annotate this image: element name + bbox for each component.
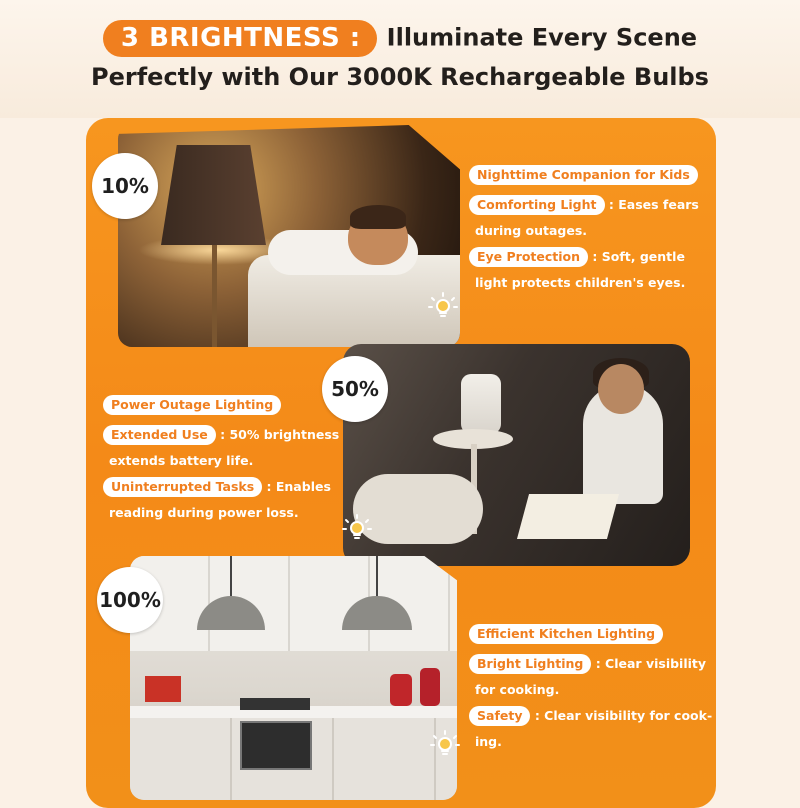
feature-tag: Eye Protection <box>469 247 588 267</box>
brightness-level-50: 50% <box>322 356 388 422</box>
section-100-text <box>469 621 712 755</box>
feature-tag: Comforting Light <box>469 195 605 215</box>
lightbulb-icon <box>426 290 460 324</box>
lightbulb-icon <box>428 728 462 762</box>
feature-text: : Soft, gentle <box>588 249 685 264</box>
section-title: Power Outage Lighting <box>103 395 281 415</box>
feature-tag: Uninterrupted Tasks <box>103 477 262 497</box>
brightness-level-10: 10% <box>92 153 158 219</box>
feature-text: light protects children's eyes. <box>475 275 686 290</box>
photo-kitchen <box>130 556 457 800</box>
lightbulb-icon <box>340 512 374 546</box>
photo-mother-reading <box>343 344 690 566</box>
brightness-badge: 3 BRIGHTNESS : <box>103 20 377 57</box>
feature-text: : Clear visibility <box>591 656 707 671</box>
desk-lamp <box>461 374 501 434</box>
header-banner <box>0 0 800 118</box>
section-50-text <box>103 392 339 526</box>
book <box>517 494 619 539</box>
feature-text: : Clear visibility for cook- <box>530 708 713 723</box>
feature-text: : 50% brightness <box>215 427 340 442</box>
section-title: Efficient Kitchen Lighting <box>469 624 663 644</box>
feature-text: reading during power loss. <box>109 505 299 520</box>
brightness-level-100: 100% <box>97 567 163 633</box>
headline-text-1: Illuminate Every Scene <box>386 23 698 52</box>
feature-tag: Bright Lighting <box>469 654 591 674</box>
feature-text: for cooking. <box>475 682 560 697</box>
feature-tag: Extended Use <box>103 425 216 445</box>
feature-text: : Eases fears <box>604 197 699 212</box>
feature-text: extends battery life. <box>109 453 254 468</box>
oven <box>240 721 312 770</box>
section-10-text <box>469 162 699 296</box>
headline-line-1 <box>0 20 800 57</box>
section-title: Nighttime Companion for Kids <box>469 165 698 185</box>
stove <box>240 698 310 710</box>
feature-text: during outages. <box>475 223 588 238</box>
feature-tag: Safety <box>469 706 530 726</box>
lamp-shade <box>161 145 266 245</box>
feature-text: : Enables <box>262 479 331 494</box>
feature-text: ing. <box>475 734 502 749</box>
photo-child-sleeping <box>118 125 460 347</box>
headline-line-2: Perfectly with Our 3000K Rechargeable Bulbs <box>91 63 709 91</box>
